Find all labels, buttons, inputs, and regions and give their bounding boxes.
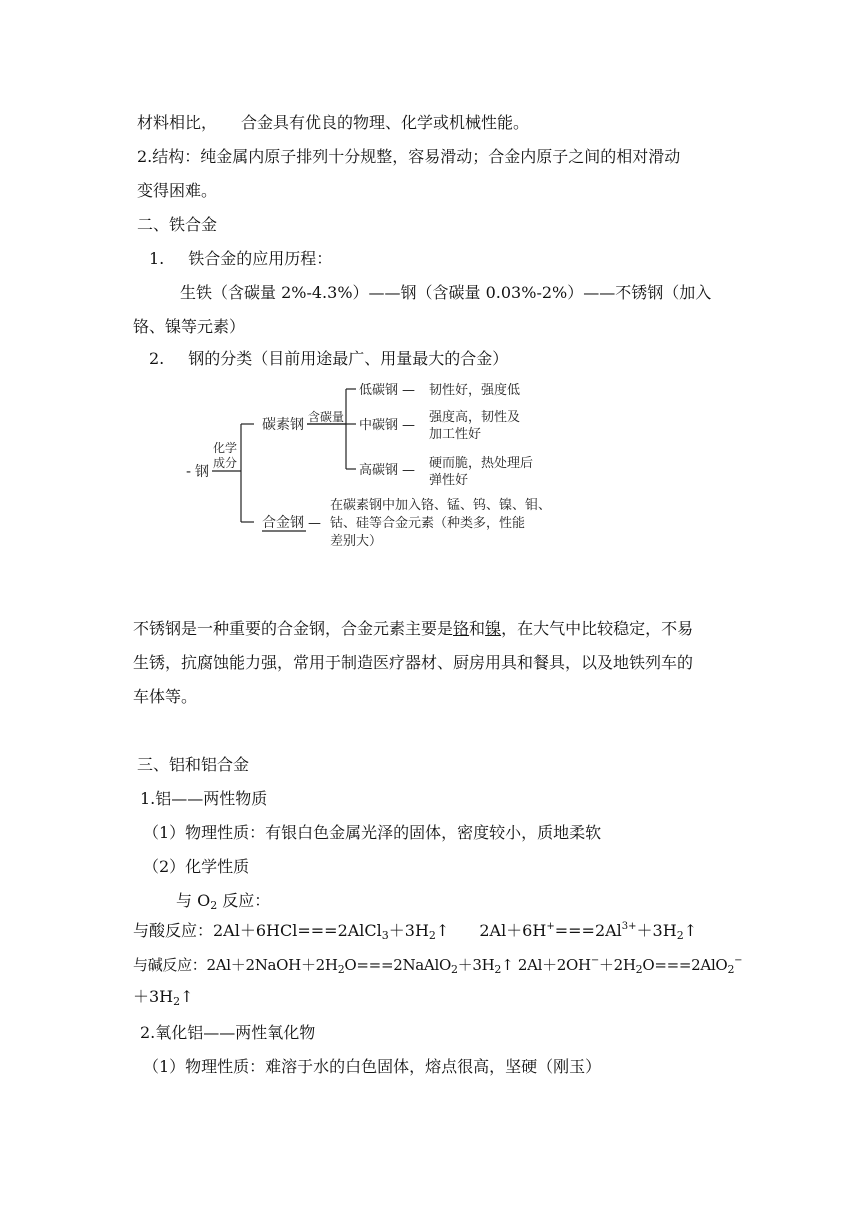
diagram-basis-label: 化学	[213, 441, 238, 455]
paragraph-line: 材料相比， 合金具有优良的物理、化学或机械性能。	[137, 113, 530, 132]
subsection-title: 1.铝——两性物质	[140, 789, 268, 808]
diagram-low-carbon-desc: 韧性好，强度低	[429, 383, 521, 398]
diagram-low-carbon-steel: 低碳钢	[359, 383, 399, 398]
paragraph-line: （1）物理性质：难溶于水的白色固体，熔点很高，坚硬（刚玉）	[143, 1057, 602, 1076]
diagram-alloy-desc: 钴、硅等合金元素（种类多，性能	[330, 516, 526, 531]
diagram-separator: —	[402, 383, 415, 398]
equation-line: 与碱反应：$2Al+2NaOH+2H_2O===2NaAlO_2+3H_2↑$ $2Al+2OH^-+2H_2O===2AlO_2^-$	[133, 955, 743, 976]
paragraph-line: 2.结构：纯金属内原子排列十分规整，容易滑动；合金内原子之间的相对滑动	[137, 147, 681, 166]
paragraph-line: 变得困难。	[137, 181, 218, 200]
diagram-carbon-content-label: 含碳量	[308, 410, 345, 424]
diagram-high-carbon-desc: 弹性好	[429, 473, 469, 488]
diagram-separator: —	[402, 418, 415, 433]
underlined-chromium: 铬	[453, 619, 470, 638]
equation-line: 与酸反应：$2Al+6HCl===2AlCl_3+3H_2↑$ $2Al+6H^+===2Al^{3+}+3H_2↑$	[133, 921, 698, 942]
diagram-medium-carbon-desc: 加工性好	[429, 427, 482, 442]
diagram-root-steel: 钢	[195, 464, 209, 480]
diagram-high-carbon-steel: 高碳钢	[359, 463, 399, 478]
list-item: 1. 铁合金的应用历程：	[149, 249, 333, 268]
equation-line: $+3H_2↑$	[133, 987, 194, 1008]
diagram-separator: —	[402, 463, 415, 478]
paragraph-line: 不锈钢是一种重要的合金钢，合金元素主要是铬和镍，在大气中比较稳定，不易	[133, 619, 694, 638]
diagram-carbon-steel: 碳素钢	[262, 417, 304, 433]
diagram-medium-carbon-steel: 中碳钢	[359, 418, 399, 433]
paragraph-line: 生锈，抗腐蚀能力强，常用于制造医疗器材、厨房用具和餐具，以及地铁列车的	[133, 653, 694, 672]
diagram-separator: —	[308, 516, 321, 531]
diagram-alloy-desc: 在碳素钢中加入铬、锰、钨、镍、钼、	[330, 498, 552, 513]
paragraph-line: 与 $O_2$ 反应：	[176, 891, 271, 912]
paragraph-line: （2）化学性质	[143, 857, 250, 876]
paragraph-line: 铬、镍等元素）	[133, 317, 246, 336]
diagram-alloy-desc: 差别大）	[330, 534, 383, 549]
steel-classification-diagram	[0, 0, 860, 560]
paragraph-line: （1）物理性质：有银白色金属光泽的固体，密度较小，质地柔软	[143, 823, 602, 842]
diagram-medium-carbon-desc: 强度高，韧性及	[429, 410, 521, 425]
section-title: 三、铝和铝合金	[137, 755, 250, 774]
diagram-high-carbon-desc: 硬而脆，热处理后	[429, 456, 534, 471]
diagram-alloy-steel: 合金钢	[262, 515, 304, 531]
diagram-dash: -	[186, 464, 192, 480]
paragraph-line: 车体等。	[133, 687, 198, 706]
subsection-title: 2.氧化铝——两性氧化物	[140, 1023, 316, 1042]
section-title: 二、铁合金	[137, 215, 218, 234]
diagram-basis-label: 成分	[213, 456, 238, 470]
list-item: 2. 钢的分类（目前用途最广、用量最大的合金）	[149, 349, 509, 368]
paragraph-line: 生铁（含碳量 2%-4.3%）——钢（含碳量 0.03%-2%）——不锈钢（加入	[180, 283, 712, 302]
underlined-nickel: 镍	[485, 619, 502, 638]
